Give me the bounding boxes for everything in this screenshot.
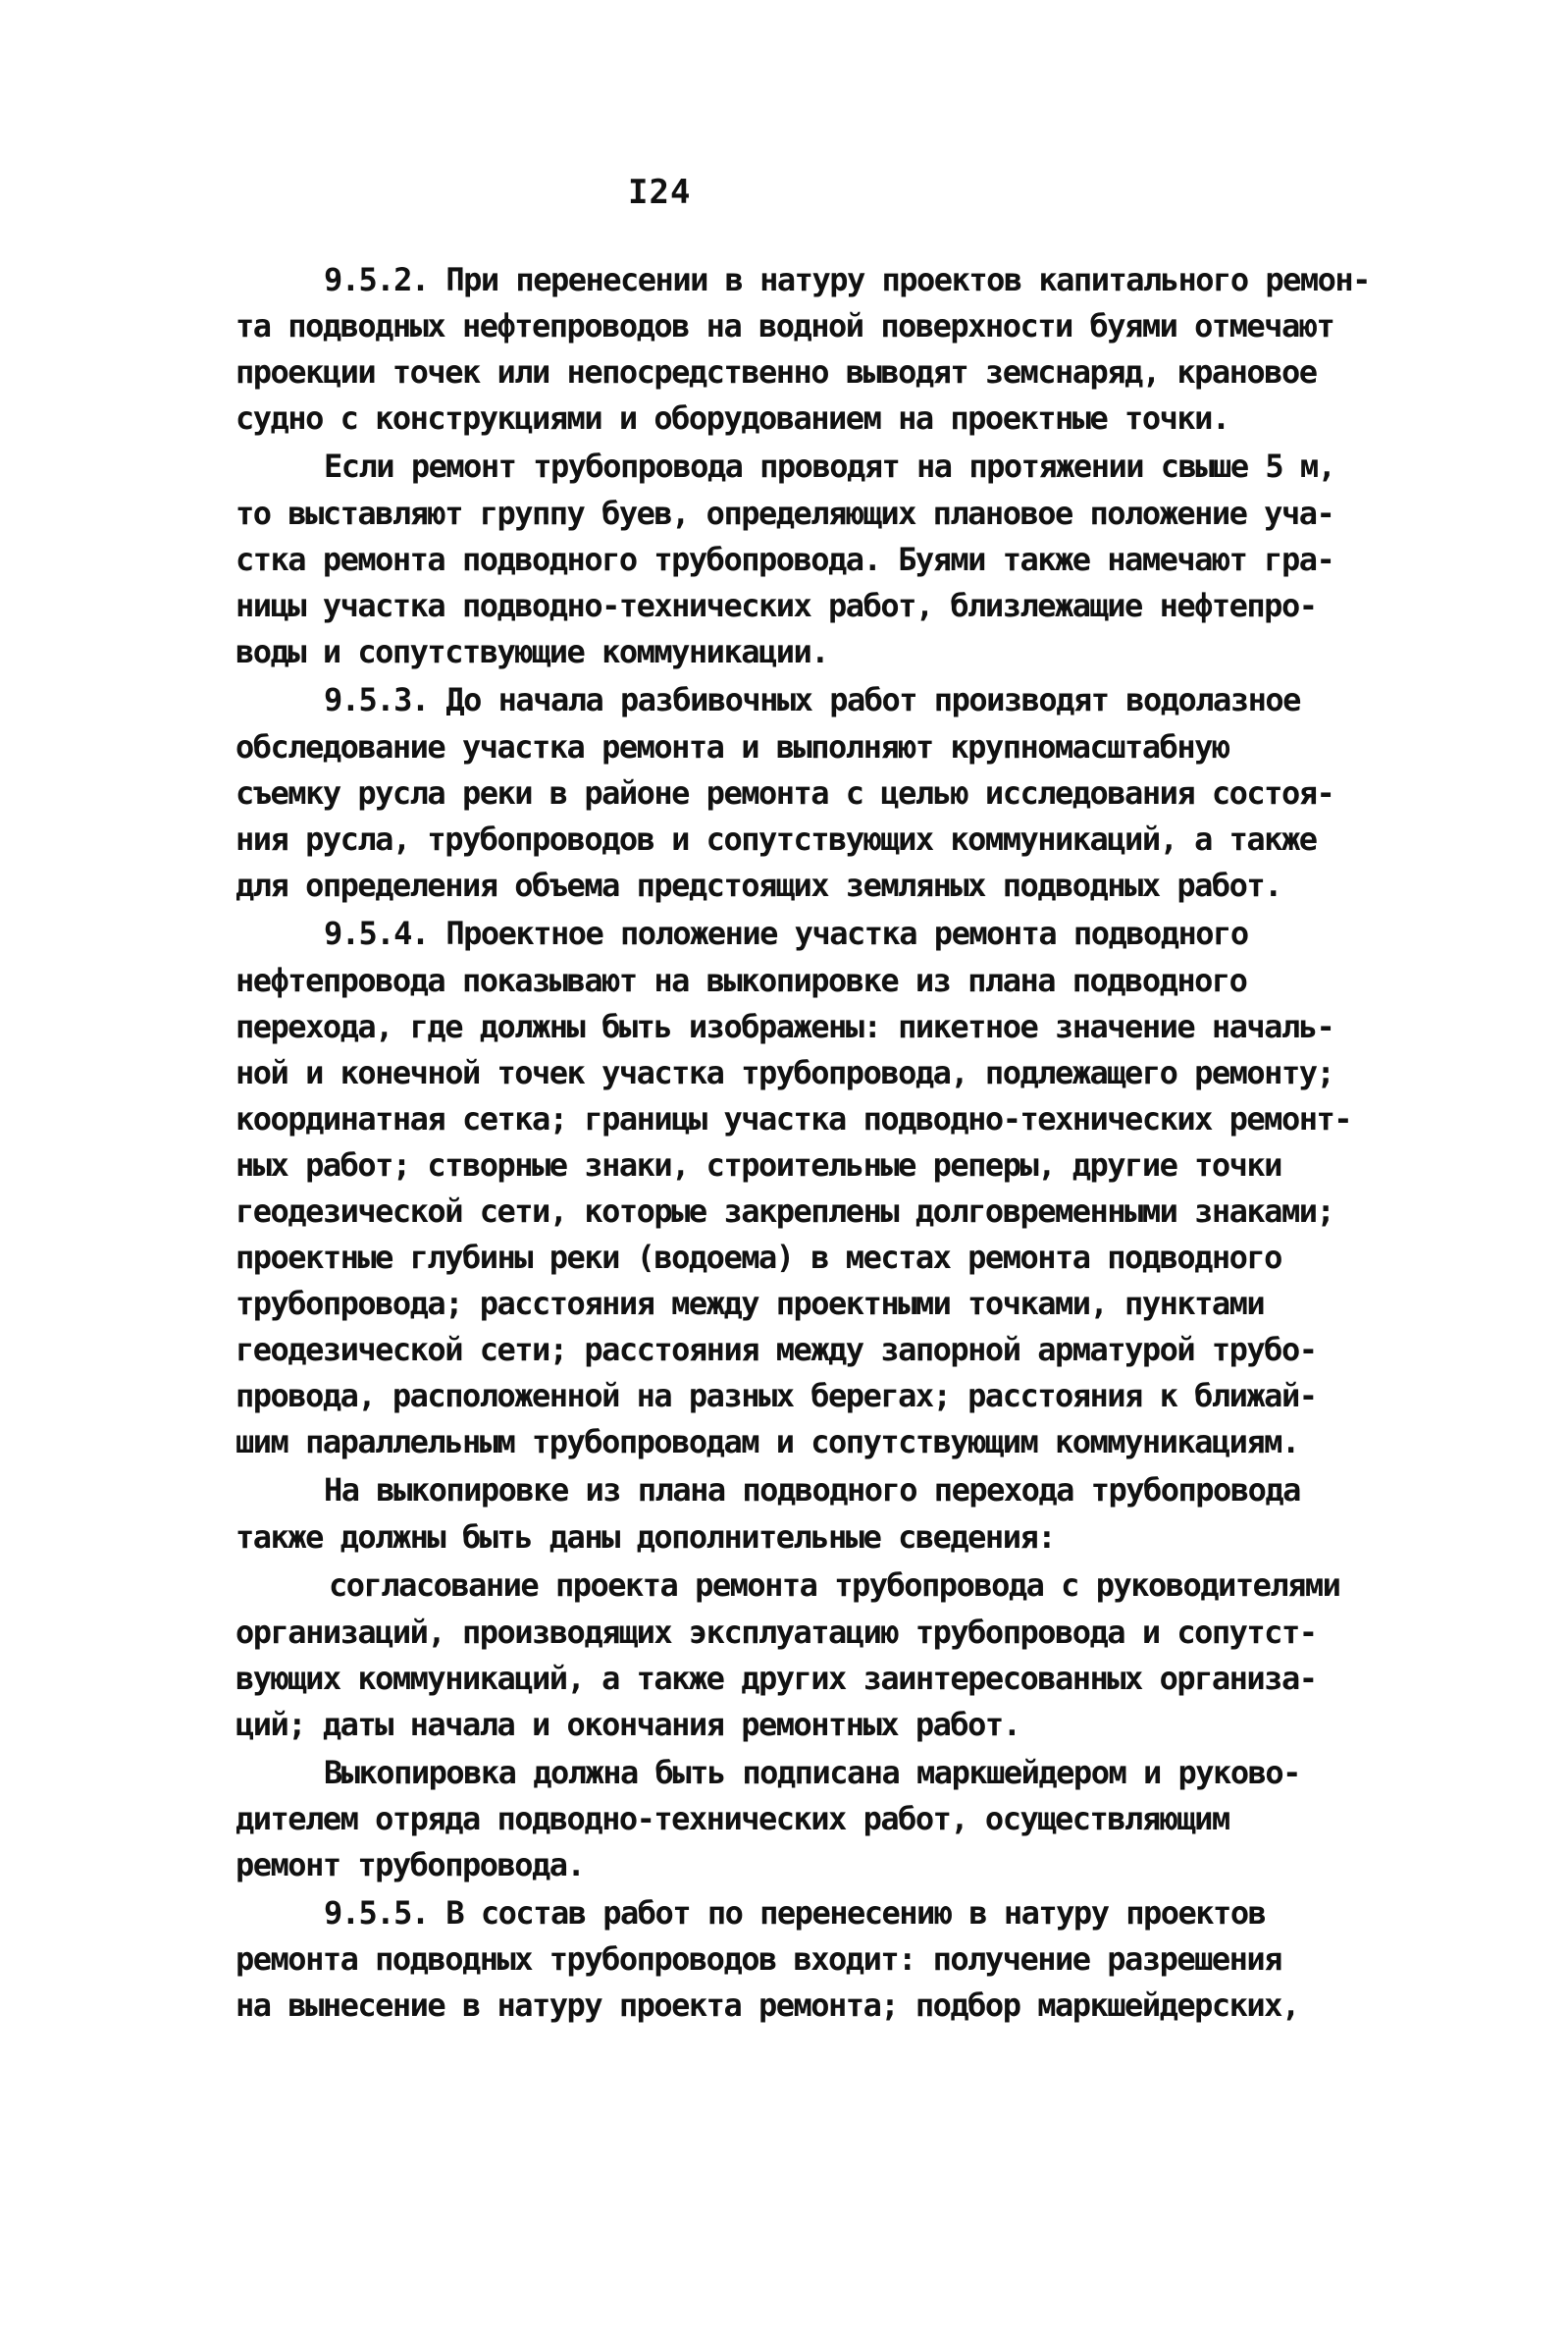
text-line: съемку русла реки в районе ремонта с целью исследования состоя- — [235, 774, 1334, 812]
text-line: обследование участка ремонта и выполняют крупномасштабную — [235, 728, 1229, 766]
text-line: Выкопировка должна быть подписана маркшейдером и руково- — [324, 1754, 1300, 1791]
text-line: также должны быть даны дополнительные сведения: — [235, 1518, 1055, 1556]
text-line: Если ремонт трубопровода проводят на протяжении свыше 5 м, — [324, 448, 1335, 485]
text-line: геодезической сети; расстояния между запорной арматурой трубо- — [235, 1331, 1317, 1368]
text-line: дителем отряда подводно-технических работ, осуществляющим — [235, 1800, 1229, 1837]
text-line: перехода, где должны быть изображены: пикетное значение началь- — [235, 1008, 1334, 1045]
text-line: 9.5.2. При перенесении в натуру проектов капитального ремон- — [324, 261, 1370, 298]
text-line: шим параллельным трубопроводам и сопутствующим коммуникациям. — [235, 1423, 1299, 1460]
text-line: ций; даты начала и окончания ремонтных работ. — [235, 1706, 1020, 1743]
text-line: трубопровода; расстояния между проектными точками, пунктами — [235, 1285, 1265, 1322]
text-line: на вынесение в натуру проекта ремонта; подбор маркшейдерских, — [235, 1987, 1299, 2024]
text-line: 9.5.5. В состав работ по перенесению в натуру проектов — [324, 1894, 1266, 1932]
text-line: ницы участка подводно-технических работ, близлежащие нефтепро- — [235, 587, 1317, 624]
text-line: для определения объема предстоящих земляных подводных работ. — [235, 867, 1281, 904]
text-line: организаций, производящих эксплуатацию трубопровода и сопутст- — [235, 1614, 1317, 1651]
text-line: 9.5.3. До начала разбивочных работ производят водолазное — [324, 681, 1300, 718]
text-line: стка ремонта подводного трубопровода. Буями также намечают гра- — [235, 541, 1334, 578]
text-line: вующих коммуникаций, а также других заинтересованных организа- — [235, 1660, 1317, 1697]
text-line: проекции точек или непосредственно выводят земснаряд, крановое — [235, 353, 1317, 391]
text-line: 9.5.4. Проектное положение участка ремонта подводного — [324, 915, 1248, 952]
text-line: то выставляют группу буев, определяющих плановое положение уча- — [235, 495, 1334, 532]
text-line: та подводных нефтепроводов на водной поверхности буями отмечают — [235, 307, 1334, 344]
text-line: нефтепровода показывают на выкопировке из плана подводного — [235, 962, 1247, 999]
text-line: ния русла, трубопроводов и сопутствующих коммуникаций, а также — [235, 821, 1317, 858]
text-line: судно с конструкциями и оборудованием на проектные точки. — [235, 399, 1229, 437]
text-line: На выкопировке из плана подводного перехода трубопровода — [324, 1471, 1300, 1509]
text-line: воды и сопутствующие коммуникации. — [235, 633, 829, 670]
text-line: ремонт трубопровода. — [235, 1846, 585, 1883]
text-line: ной и конечной точек участка трубопровода, подлежащего ремонту; — [235, 1054, 1334, 1091]
text-line: согласование проекта ремонта трубопровода с руководителями — [329, 1566, 1340, 1604]
text-line: ремонта подводных трубопроводов входит: получение разрешения — [235, 1940, 1281, 1978]
page-number: I24 — [628, 173, 692, 212]
text-line: проектные глубины реки (водоема) в местах ремонта подводного — [235, 1239, 1281, 1276]
text-line: геодезической сети, которые закреплены долговременными знаками; — [235, 1192, 1334, 1230]
text-line: координатная сетка; границы участка подводно-технических ремонт- — [235, 1100, 1351, 1138]
text-line: ных работ; створные знаки, строительные реперы, другие точки — [235, 1146, 1281, 1184]
text-line: провода, расположенной на разных берегах; расстояния к ближай- — [235, 1377, 1317, 1414]
